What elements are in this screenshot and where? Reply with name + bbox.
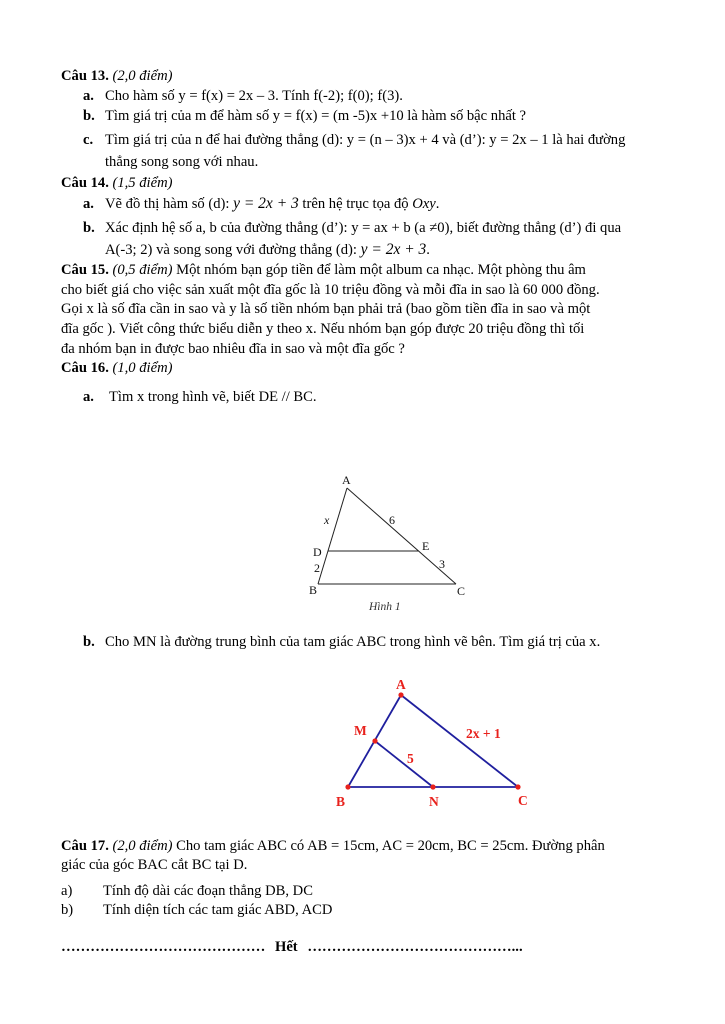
q16-b-label: b. bbox=[83, 634, 95, 650]
q14-points: (1,5 điểm) bbox=[112, 175, 173, 191]
fig1-label-3: 3 bbox=[439, 557, 445, 571]
fig1-label-2: 2 bbox=[314, 561, 320, 575]
q17-a-label: a) bbox=[61, 883, 73, 899]
q14-b-text1: Xác định hệ số a, b của đường thẳng (d’): y = ax + b (a ≠0), biết đường thẳng (d’) đi qua bbox=[105, 220, 622, 236]
fig2-point-m bbox=[372, 738, 377, 743]
fig1-label-e: E bbox=[422, 539, 430, 553]
q15-line2: cho biết giá cho việc sản xuất một đĩa gốc là 10 triệu đồng và mỗi đĩa in sao là 60 000 đồng. bbox=[61, 282, 600, 298]
fig1-label-a: A bbox=[342, 473, 351, 487]
q16-heading bbox=[61, 359, 172, 378]
q13-b-label: b. bbox=[83, 108, 95, 124]
q16-a-label: a. bbox=[83, 389, 94, 405]
q13-c bbox=[83, 131, 625, 150]
fig2-label-5: 5 bbox=[407, 751, 414, 766]
q14-a-text2: trên hệ trục tọa độ bbox=[298, 196, 413, 212]
footer-dots-right: ……………………………………... bbox=[307, 939, 523, 955]
q17-b-text: Tính diện tích các tam giác ABD, ACD bbox=[103, 902, 333, 918]
q13-heading bbox=[61, 67, 172, 86]
q17-line1 bbox=[61, 837, 605, 856]
fig2-point-b bbox=[345, 784, 350, 789]
q13-c-text1: Tìm giá trị của n để hai đường thẳng (d): y = (n – 3)x + 4 và (d’): y = 2x – 1 là hai đường bbox=[105, 132, 626, 148]
q17-text1: Cho tam giác ABC có AB = 15cm, AC = 20cm, BC = 25cm. Đường phân bbox=[172, 838, 605, 854]
q17-b-label: b) bbox=[61, 902, 74, 918]
q17-title: Câu 17. bbox=[61, 838, 109, 854]
fig2-label-n: N bbox=[429, 794, 439, 809]
footer-dots-left: …………………………………… bbox=[61, 939, 266, 955]
q13-c-label: c. bbox=[83, 132, 94, 148]
fig2-side-ac bbox=[401, 695, 518, 787]
q13-title: Câu 13. bbox=[61, 68, 109, 84]
q15-points: (0,5 điểm) bbox=[112, 262, 173, 278]
q16-points: (1,0 điểm) bbox=[112, 360, 173, 376]
q15-line5: đa nhóm bạn in được bao nhiêu đĩa in sao và một đĩa gốc ? bbox=[61, 341, 405, 357]
fig1-side-ab bbox=[318, 488, 347, 584]
fig2-label-ac: 2x + 1 bbox=[466, 726, 501, 741]
q17-line2: giác của góc BAC cắt BC tại D. bbox=[61, 857, 248, 873]
fig1-label-b: B bbox=[309, 583, 318, 597]
q14-b-text2b: . bbox=[426, 242, 430, 258]
fig1-label-d: D bbox=[313, 545, 322, 559]
q15-line4: đĩa gốc ). Viết công thức biểu diễn y theo x. Nếu nhóm bạn góp được 20 triệu đồng thì tối bbox=[61, 321, 585, 337]
q14-b-label: b. bbox=[83, 220, 95, 236]
q14-a-label: a. bbox=[83, 196, 94, 212]
q13-a-text: Cho hàm số y = f(x) = 2x – 3. Tính f(-2); f(0); f(3). bbox=[105, 88, 403, 104]
fig2-point-n bbox=[430, 784, 435, 789]
q14-b bbox=[83, 219, 621, 238]
q14-a-text1: Vẽ đồ thị hàm số (d): bbox=[105, 196, 234, 212]
q14-a-text3: . bbox=[435, 196, 440, 212]
q15-text1: Một nhóm bạn góp tiền để làm một album ca nhạc. Một phòng thu âm bbox=[172, 262, 586, 278]
q17-b bbox=[61, 901, 332, 920]
q15-line1 bbox=[61, 261, 586, 280]
q14-title: Câu 14. bbox=[61, 175, 109, 191]
q15-line3: Gọi x là số đĩa cần in sao và y là số tiền nhóm bạn phải trả (bao gồm tiền đĩa in sao và một bbox=[61, 301, 591, 317]
fig1-side-ac bbox=[347, 488, 456, 584]
q14-b-text2a: A(-3; 2) và song song với đường thẳng (d): bbox=[105, 242, 361, 258]
q14-a-math: y = 2x + 3 bbox=[233, 195, 299, 212]
fig2-label-c: C bbox=[518, 793, 528, 808]
fig2-label-a: A bbox=[396, 677, 406, 692]
q15-title: Câu 15. bbox=[61, 262, 109, 278]
q13-b bbox=[83, 107, 526, 126]
fig2-side-ab bbox=[348, 695, 401, 787]
fig2-point-c bbox=[515, 784, 520, 789]
fig2-label-m: M bbox=[354, 723, 367, 738]
footer-end: Hết bbox=[274, 939, 298, 955]
q13-c-text2: thẳng song song với nhau. bbox=[105, 154, 259, 170]
q14-a bbox=[83, 194, 439, 214]
q13-points: (2,0 điểm) bbox=[112, 68, 173, 84]
q13-a-label: a. bbox=[83, 88, 94, 104]
q17-a bbox=[61, 882, 313, 901]
fig2-point-a bbox=[398, 692, 403, 697]
q16-title: Câu 16. bbox=[61, 360, 109, 376]
q16-b bbox=[83, 633, 600, 652]
footer bbox=[61, 938, 523, 957]
fig2-label-b: B bbox=[336, 794, 346, 809]
fig1-label-6: 6 bbox=[389, 513, 395, 527]
q14-a-oxy: Oxy bbox=[412, 196, 436, 212]
q14-b-math: y = 2x + 3 bbox=[360, 241, 427, 258]
q16-b-text: Cho MN là đường trung bình của tam giác ABC trong hình vẽ bên. Tìm giá trị của x. bbox=[105, 634, 601, 650]
q16-a bbox=[83, 388, 317, 407]
q14-b-line2 bbox=[105, 240, 430, 260]
q16-a-text: Tìm x trong hình vẽ, biết DE // BC. bbox=[109, 389, 317, 405]
q13-b-text: Tìm giá trị của m để hàm số y = f(x) = (m -5)x +10 là hàm số bậc nhất ? bbox=[105, 108, 527, 124]
q17-a-text: Tính độ dài các đoạn thẳng DB, DC bbox=[103, 883, 313, 899]
fig1-label-c: C bbox=[457, 584, 466, 598]
q17-points: (2,0 điểm) bbox=[112, 838, 173, 854]
q14-heading bbox=[61, 174, 172, 193]
fig1-caption: Hình 1 bbox=[369, 601, 401, 613]
q13-a bbox=[83, 87, 403, 106]
fig2-segment-mn bbox=[375, 741, 433, 787]
fig1-label-x: x bbox=[324, 513, 330, 527]
